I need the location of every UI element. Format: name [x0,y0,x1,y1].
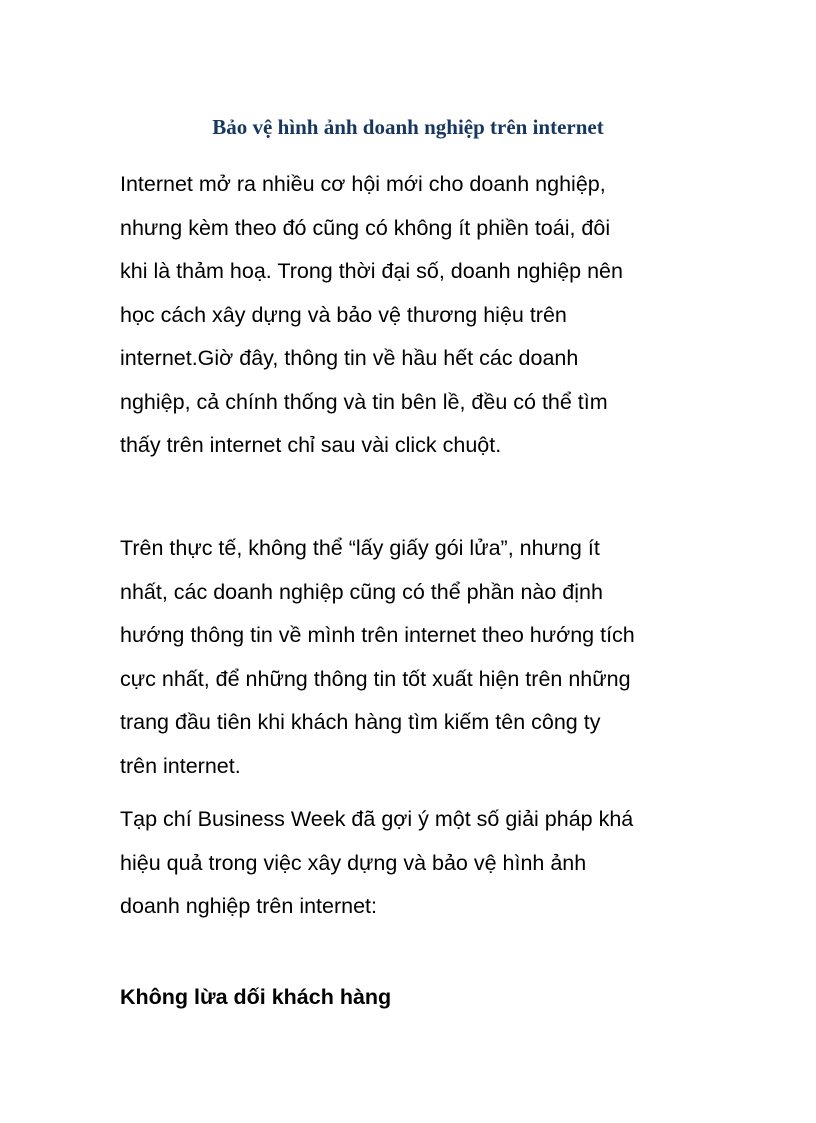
document-title: Bảo vệ hình ảnh doanh nghiệp trên internet [212,115,604,139]
text-line: Tạp chí Business Week đã gợi ý một số giải pháp khá [120,807,634,831]
text-line: học cách xây dựng và bảo vệ thương hiệu trên [120,302,567,327]
text-line: thấy trên internet chỉ sau vài click chuột. [120,433,502,457]
text-line: cực nhất, để những thông tin tốt xuất hiện trên những [120,666,631,691]
section-heading: Không lừa dối khách hàng [120,985,392,1009]
text-line: hướng thông tin về mình trên internet theo hướng tích [120,623,635,647]
text-line: trang đầu tiên khi khách hàng tìm kiếm tên công ty [120,710,601,734]
text-line: trên internet. [120,753,241,778]
text-line: khi là thảm hoạ. Trong thời đại số, doanh nghiệp nên [120,259,623,283]
text-line: hiệu quả trong việc xây dựng và bảo vệ hình ảnh [120,850,587,875]
text-line: nhưng kèm theo đó cũng có không ít phiền toái, đôi [120,215,611,240]
text-line: Internet mở ra nhiều cơ hội mới cho doanh nghiệp, [120,172,606,196]
text-line: internet.Giờ đây, thông tin về hầu hết các doanh [120,346,579,370]
text-line: nghiệp, cả chính thống và tin bên lề, đều có thể tìm [120,389,608,414]
text-line: Trên thực tế, không thể “lấy giấy gói lửa”, nhưng ít [120,536,600,560]
text-line: doanh nghiệp trên internet: [120,894,378,918]
paragraph-reality [120,527,720,788]
paragraph-businessweek [120,798,720,929]
paragraph-intro [120,163,720,468]
text-line: nhất, các doanh nghiệp cũng có thể phần nào định [120,579,603,604]
